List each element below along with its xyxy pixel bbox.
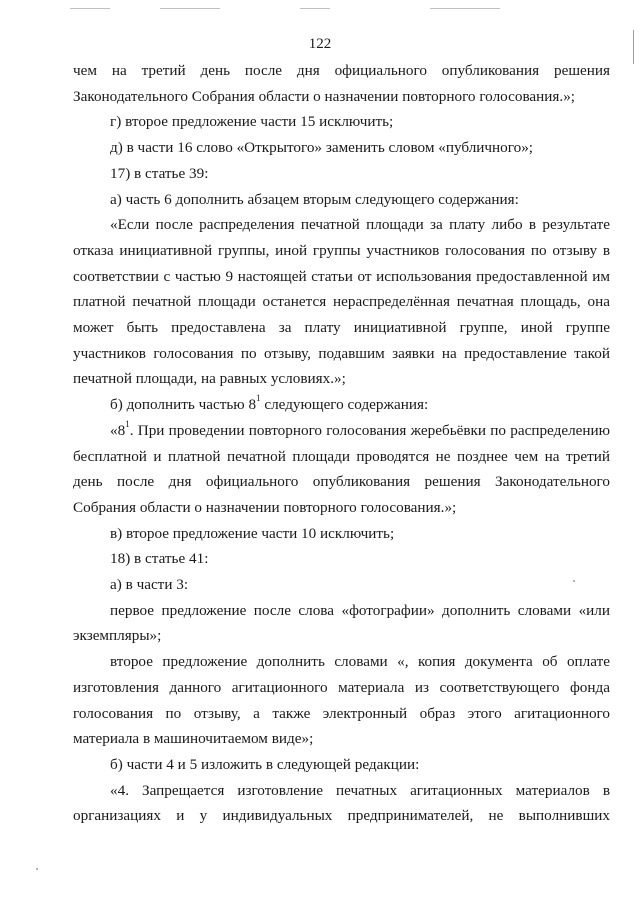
scan-artifact [300, 8, 330, 9]
paragraph: б) части 4 и 5 изложить в следующей редакции: [110, 755, 420, 773]
scan-artifact [430, 8, 500, 9]
scan-speck [36, 868, 38, 870]
paragraph: чем на третий день после дня официального опубликования решения Законодательного Собрания области о назначении повторного голосования.»; [73, 62, 610, 105]
page-number: 122 [308, 36, 332, 52]
superscript: 1 [256, 393, 261, 404]
superscript: 1 [125, 418, 130, 429]
paragraph: 17) в статье 39: [110, 164, 209, 182]
paragraph: а) часть 6 дополнить абзацем вторым следующего содержания: [110, 190, 519, 208]
body-text [73, 58, 610, 829]
scan-artifact [160, 8, 220, 9]
paragraph: а) в части 3: [110, 576, 189, 594]
paragraph: «$8^1$. При проведении повторного голосования жеребьёвки по распределению бесплатной и платной печатной площади проводятся не позднее чем на третий день после дня официального опубликования решения Законодательного Собрания области о назначении повторного голосования.»; [73, 418, 610, 516]
paragraph: в) второе предложение части 10 исключить; [110, 524, 395, 542]
paragraph: б) дополнить частью $8^1$ следующего содержания: [110, 393, 429, 414]
paragraph: д) в части 16 слово «Открытого» заменить словом «публичного»; [110, 139, 534, 157]
scan-artifact [70, 8, 110, 9]
paragraph: «4. Запрещается изготовление печатных агитационных материалов в организациях и у индивидуальных предпринимателей, не выполнивших [73, 781, 610, 825]
paragraph: первое предложение после слова «фотографии» дополнить словами «или экземпляры»; [73, 601, 610, 645]
paragraph: второе предложение дополнить словами «, копия документа об оплате изготовления данного агитационного материала из соответствующего фонда голосования по отзыву, а также электронный образ этого агитационного материала в машиночитаемом виде»; [73, 653, 610, 748]
paragraph: 18) в статье 41: [110, 550, 209, 568]
paragraph: «Если после распределения печатной площади за плату либо в результате отказа инициативной группы, иной группы участников голосования по отзыву в соответствии с частью 9 настоящей статьи от использования предоставленной им платной печатной площади останется нераспределённая печатная площадь, она может быть предоставлена за плату инициативной группе, иной группе участников голосования по отзыву, подавшим заявки на предоставление такой печатной площади, на равных условиях.»; [73, 216, 610, 388]
paragraph: г) второе предложение части 15 исключить; [110, 113, 394, 131]
